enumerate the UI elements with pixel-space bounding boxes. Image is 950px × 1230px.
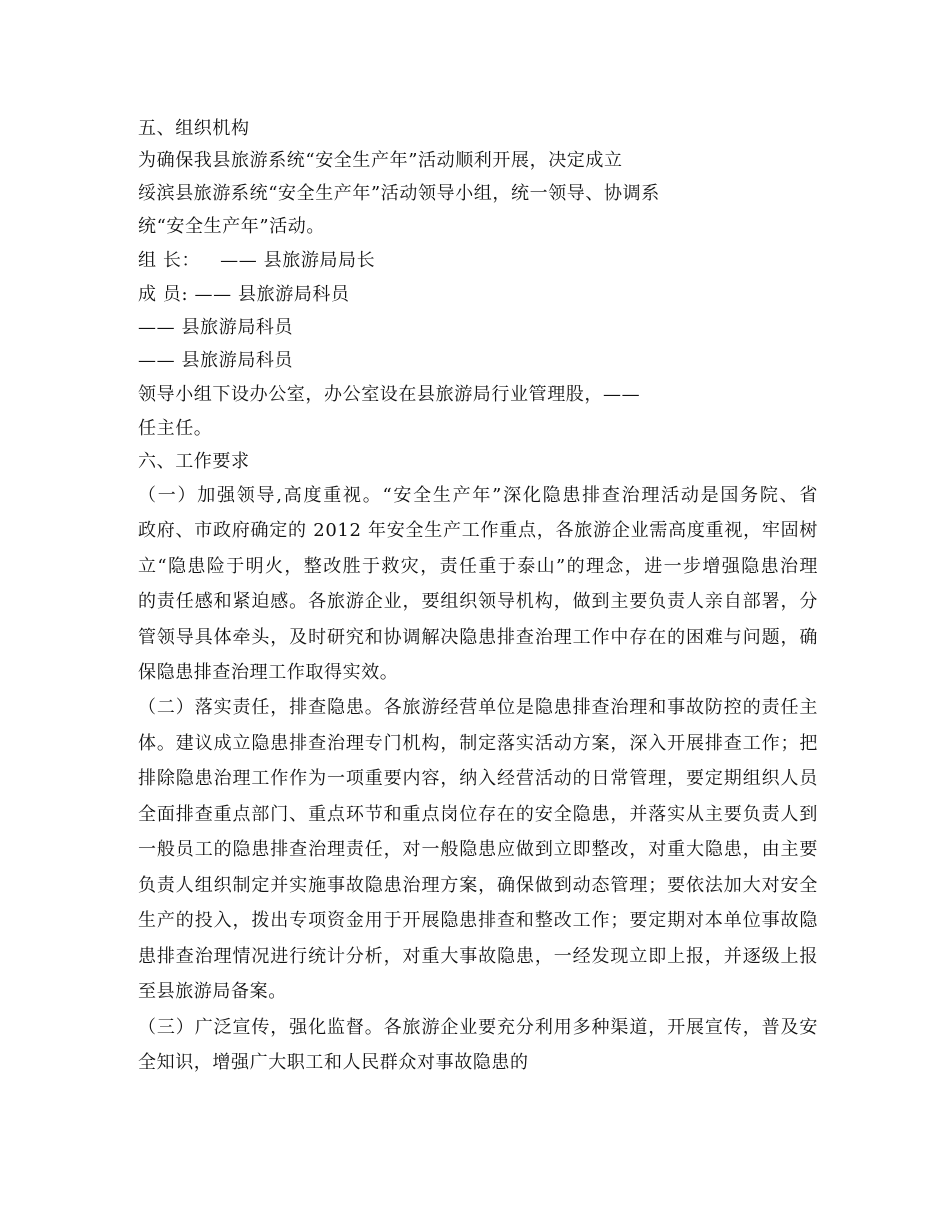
p2-line: 负责人组织制定并实施事故隐患治理方案，确保做到动态管理；要依法加大对安全 xyxy=(138,875,818,896)
p2-line: 患排查治理情况进行统计分析，对重大事故隐患，一经发现立即上报，并逐级上报 xyxy=(138,946,818,967)
office-line-2: 任主任。 xyxy=(138,418,213,439)
p2-line: 一般员工的隐患排查治理责任，对一般隐患应做到立即整改，对重大隐患，由主要 xyxy=(138,839,818,860)
p3-line: 全知识，增强广大职工和人民群众对事故隐患的 xyxy=(138,1052,529,1073)
p2-line: 生产的投入，拨出专项资金用于开展隐患排查和整改工作；要定期对本单位事故隐 xyxy=(138,910,818,931)
p3-line: （三）广泛宣传，强化监督。各旅游企业要充分利用多种渠道，开展宣传，普及安 xyxy=(138,1017,818,1038)
p2-line: （二）落实责任，排查隐患。各旅游经营单位是隐患排查治理和事故防控的责任主 xyxy=(138,697,818,718)
p2-line: 体。建议成立隐患排查治理专门机构，制定落实活动方案，深入开展排查工作；把 xyxy=(138,733,818,754)
leader-line xyxy=(138,250,375,272)
p2-line: 全面排查重点部门、重点环节和重点岗位存在的安全隐患，并落实从主要负责人到 xyxy=(138,804,818,825)
member-label: 成 员: xyxy=(138,284,195,305)
section-heading-org: 五、组织机构 xyxy=(138,118,250,139)
p1-line: 政府、市政府确定的 2012 年安全生产工作重点，各旅游企业需高度重视，牢固树 xyxy=(138,520,818,541)
member-line-3: —— 县旅游局科员 xyxy=(138,350,294,371)
org-intro-line-2: 绥滨县旅游系统“安全生产年”活动领导小组，统一领导、协调系 xyxy=(138,183,660,204)
p1-line: 立“隐患险于明火，整改胜于救灾，责任重于泰山”的理念，进一步增强隐患治理 xyxy=(138,556,818,577)
office-line-1: 领导小组下设办公室，办公室设在县旅游局行业管理股，—— xyxy=(138,384,641,405)
p1-line: （一）加强领导,高度重视。“安全生产年”深化隐患排查治理活动是国务院、省 xyxy=(138,485,818,506)
leader-label: 组 长： xyxy=(138,250,201,271)
leader-value: —— 县旅游局局长 xyxy=(220,250,376,271)
member-line xyxy=(138,284,350,306)
org-intro-line-1: 为确保我县旅游系统“安全生产年”活动顺利开展，决定成立 xyxy=(138,150,623,171)
p2-line: 排除隐患治理工作作为一项重要内容，纳入经营活动的日常管理，要定期组织人员 xyxy=(138,768,818,789)
p1-line: 保隐患排查治理工作取得实效。 xyxy=(138,662,399,683)
member-line-2: —— 县旅游局科员 xyxy=(138,317,294,338)
org-intro-line-3: 统“安全生产年”活动。 xyxy=(138,216,326,237)
p1-line: 管领导具体牵头，及时研究和协调解决隐患排查治理工作中存在的困难与问题，确 xyxy=(138,627,818,648)
p1-line: 的责任感和紧迫感。各旅游企业，要组织领导机构，做到主要负责人亲自部署，分 xyxy=(138,591,818,612)
section-heading-work: 六、工作要求 xyxy=(138,451,250,472)
p2-line: 至县旅游局备案。 xyxy=(138,981,287,1002)
member-value: —— 县旅游局科员 xyxy=(194,284,350,305)
